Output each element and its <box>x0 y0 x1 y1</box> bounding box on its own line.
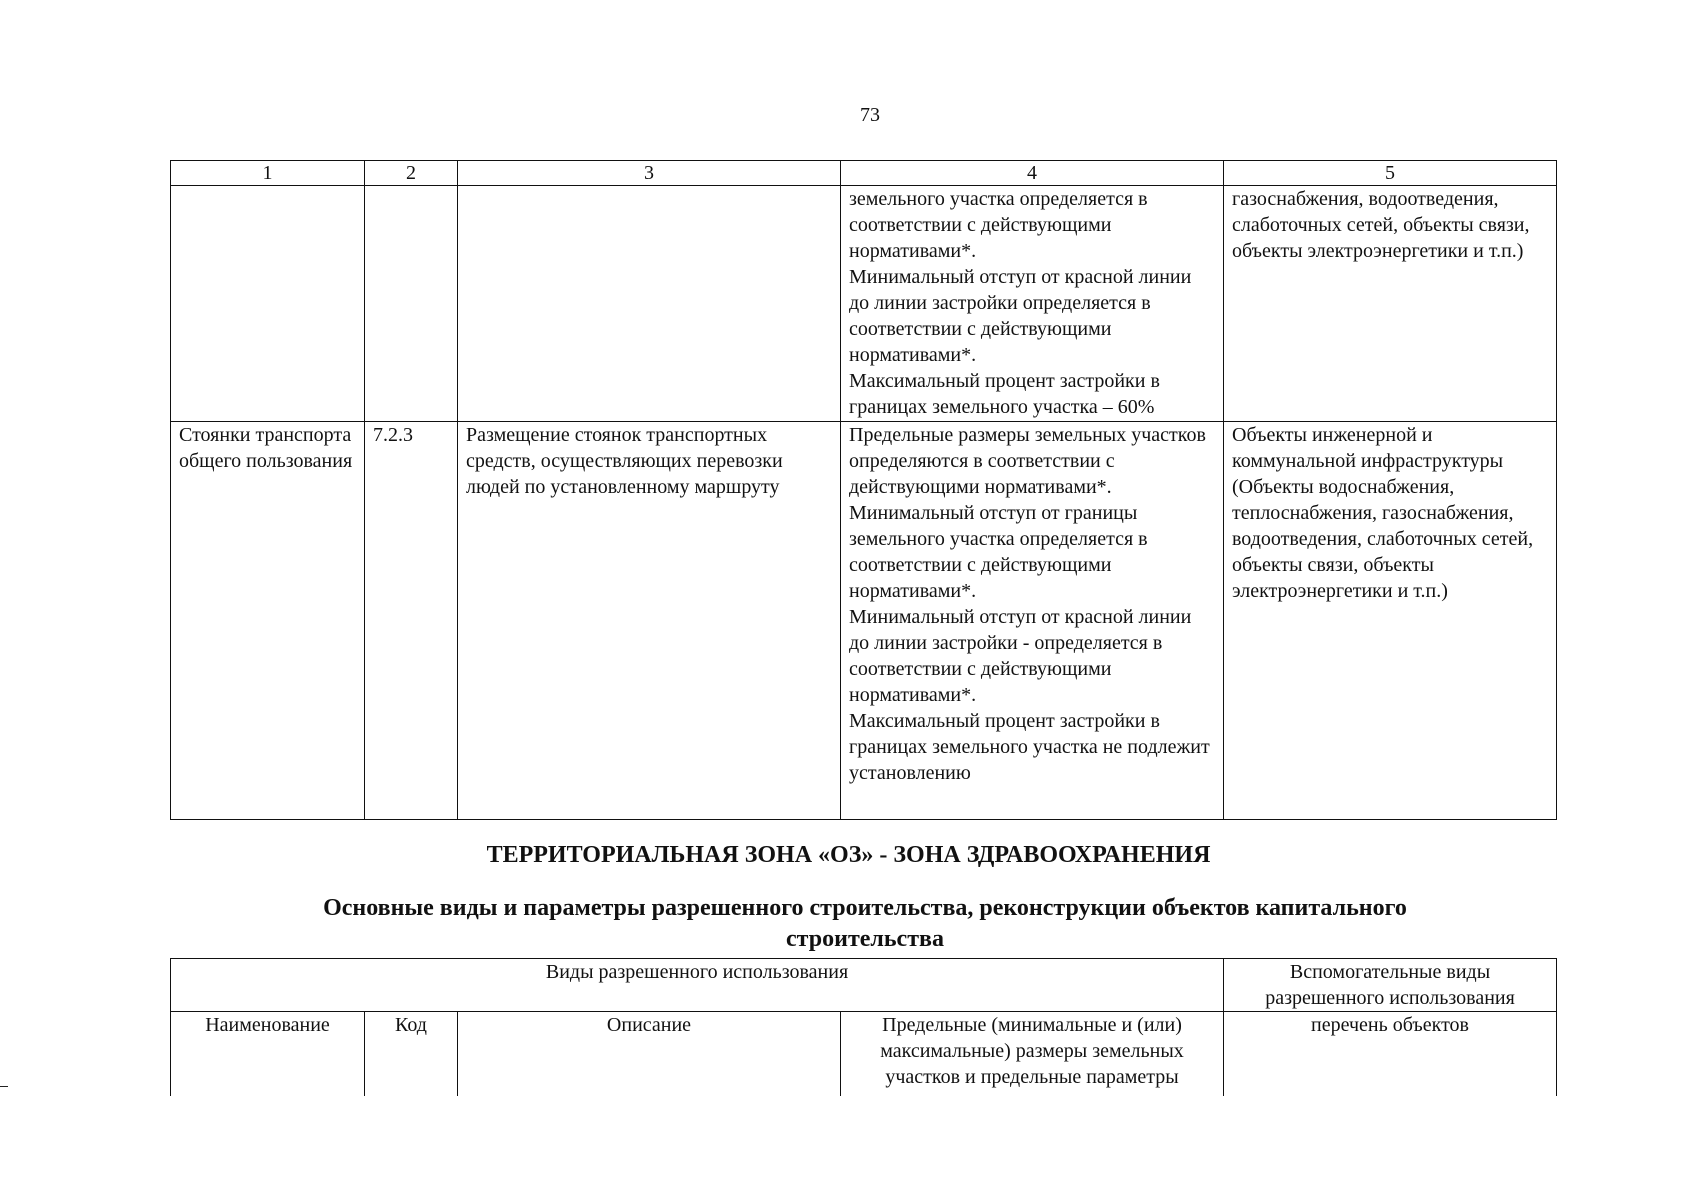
use-name-cell <box>171 186 365 422</box>
use-code-cell: 7.2.3 <box>365 422 458 820</box>
regulations-table-continued <box>170 160 1557 820</box>
parameters-cell: Предельные размеры земельных участков определяются в соответствии с действующими нормативами*. Минимальный отступ от границы земельного участка определяется в соответствии с действующими нормативами*. Минимальный отступ от красной линии до линии застройки - определяется в соответствии с действующими нормативами*. Максимальный процент застройки в границах земельного участка не подлежит установлению <box>841 422 1224 820</box>
column-header-row <box>171 1012 1557 1097</box>
use-code-cell <box>365 186 458 422</box>
zone-title: ТЕРРИТОРИАЛЬНАЯ ЗОНА «ОЗ» - ЗОНА ЗДРАВООХРАНЕНИЯ <box>486 842 1211 868</box>
section-title: Основные виды и параметры разрешенного строительства, реконструкции объектов капитального строительства <box>323 895 1407 952</box>
auxiliary-uses-header: Вспомогательные виды разрешенного использования <box>1224 959 1557 1012</box>
group-header-row <box>171 959 1557 1012</box>
column-number-row <box>171 161 1557 186</box>
column-number: 1 <box>171 161 365 186</box>
column-number: 5 <box>1224 161 1557 186</box>
use-name-cell: Стоянки транспорта общего пользования <box>171 422 365 820</box>
use-description-cell: Размещение стоянок транспортных средств, осуществляющих перевозки людей по установленному маршруту <box>458 422 841 820</box>
name-column-header: Наименование <box>171 1012 365 1097</box>
auxiliary-uses-cell: Объекты инженерной и коммунальной инфраструктуры (Объекты водоснабжения, теплоснабжения, газоснабжения, водоотведения, слаботочных сетей, объекты связи, объекты электроэнергетики и т.п.) <box>1224 422 1557 820</box>
parameters-cell: земельного участка определяется в соответствии с действующими нормативами*. Минимальный отступ от красной линии до линии застройки определяется в соответствии с действующими нормативами*. Максимальный процент застройки в границах земельного участка – 60% <box>841 186 1224 422</box>
use-description-cell <box>458 186 841 422</box>
auxiliary-uses-cell: газоснабжения, водоотведения, слаботочных сетей, объекты связи, объекты электроэнергетики и т.п.) <box>1224 186 1557 422</box>
column-number: 3 <box>458 161 841 186</box>
code-column-header: Код <box>365 1012 458 1097</box>
objects-list-column-header: перечень объектов <box>1224 1012 1557 1097</box>
parameters-column-header: Предельные (минимальные и (или) максимальные) размеры земельных участков и предельные параметры <box>841 1012 1224 1097</box>
page-number: 73 <box>860 104 880 126</box>
column-number: 4 <box>841 161 1224 186</box>
table-row <box>171 422 1557 820</box>
permitted-uses-header: Виды разрешенного использования <box>171 959 1224 1012</box>
scan-edge-mark <box>0 1086 8 1087</box>
column-number: 2 <box>365 161 458 186</box>
description-column-header: Описание <box>458 1012 841 1097</box>
table-row <box>171 186 1557 422</box>
regulations-table-header <box>170 958 1557 1096</box>
